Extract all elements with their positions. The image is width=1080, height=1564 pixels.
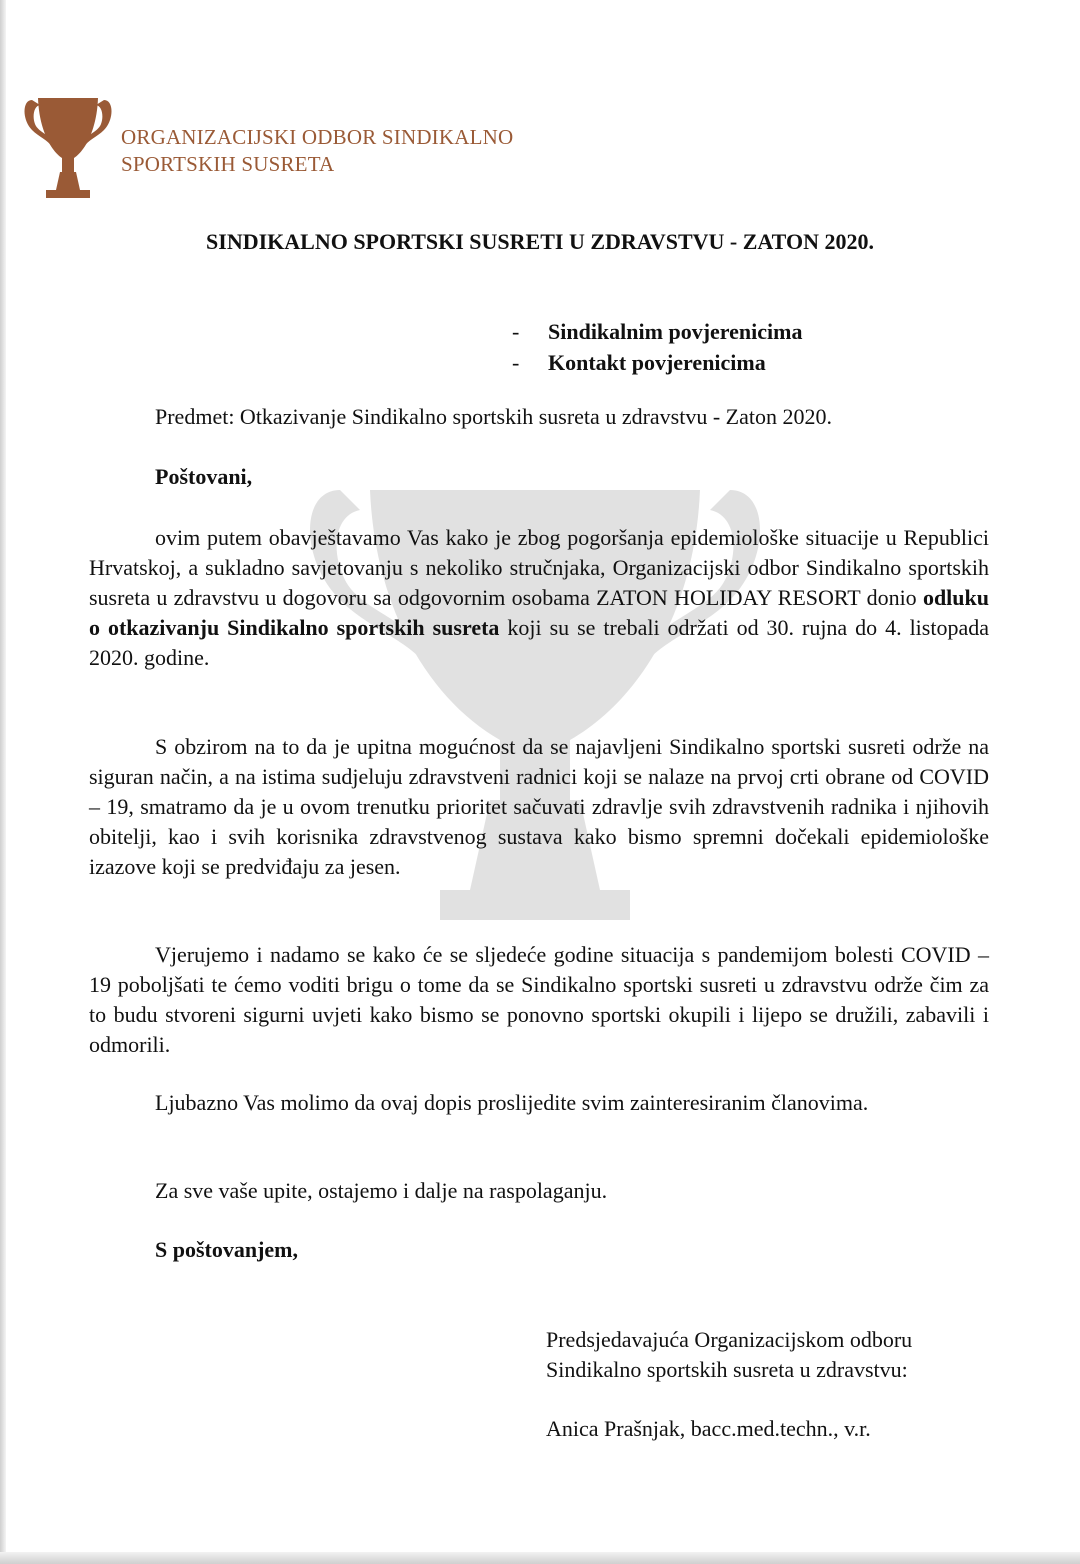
body-paragraph-1 [89, 523, 989, 673]
recipient-item [512, 347, 802, 378]
paragraph-text: ovim putem obavještavamo Vas kako je zbog pogoršanja epidemiološke situacije u Republici Hrvatskoj, a sukladno savjetovanju s nekoliko stručnjaka, Organizacijski odbor Sindikalno sportskih susreta u zdravstvu u dogovoru sa odgovornim osobama ZATON HOLIDAY RESORT donio [89, 525, 989, 610]
recipient-item [512, 316, 802, 347]
signature-role-line1: Predsjedavajuća Organizacijskom odboru [546, 1327, 913, 1352]
trophy-cup-icon [24, 92, 112, 202]
recipients-list [512, 316, 802, 378]
greeting: Poštovani, [155, 464, 253, 489]
organization-name-line1: ORGANIZACIJSKI ODBOR SINDIKALNO [121, 125, 514, 149]
body-paragraph-3: Vjerujemo i nadamo se kako će se sljedeće godine situacija s pandemijom bolesti COVID – 19 poboljšati te ćemo voditi brigu o tome da se Sindikalno sportski susreti u zdravstvu održe čim za to budu stvoreni sigurni uvjeti kako bismo se ponovno sportski okupili i lijepo se družili, zabavili i odmorili. [89, 942, 989, 1057]
body-paragraph-2: S obzirom na to da je upitna mogućnost da se najavljeni Sindikalno sportski susreti održe na siguran način, a na istima sudjeluju zdravstveni radnici koji se nalaze na prvoj crti obrane od COVID – 19, smatramo da je u ovom trenutku prioritet sačuvati zdravlje svih zdravstvenih radnika i njihovih obitelji, kao i svih korisnika zdravstvenog sustava kako bismo spremni dočekali epidemiološke izazove koji se predviđaju za jesen. [89, 734, 989, 879]
document-title: SINDIKALNO SPORTSKI SUSRETI U ZDRAVSTVU - ZATON 2020. [206, 229, 874, 254]
recipient-label: Kontakt povjerenicima [548, 350, 766, 375]
paragraph-text: koji su se trebali održati od 30. rujna do 4. listopada 2020. godine. [89, 615, 989, 670]
body-paragraph-5: Za sve vaše upite, ostajemo i dalje na raspolaganju. [155, 1178, 608, 1203]
signature-role-line2: Sindikalno sportskih susreta u zdravstvu: [546, 1357, 908, 1382]
organization-name-line2: SPORTSKIH SUSRETA [121, 152, 335, 176]
organization-name [121, 124, 513, 178]
signature-name: Anica Prašnjak, bacc.med.techn., v.r. [546, 1416, 871, 1441]
signature-block [546, 1325, 912, 1444]
list-dash: - [512, 319, 520, 344]
subject-line: Predmet: Otkazivanje Sindikalno sportskih susreta u zdravstvu - Zaton 2020. [155, 404, 832, 429]
recipient-label: Sindikalnim povjerenicima [548, 319, 803, 344]
page-bottom-edge [0, 1552, 1080, 1564]
list-dash: - [512, 350, 520, 375]
body-paragraph-4: Ljubazno Vas molimo da ovaj dopis proslijedite svim zainteresiranim članovima. [155, 1090, 869, 1115]
closing-salutation: S poštovanjem, [155, 1237, 299, 1262]
paragraph-bold-text: odluku o otkazivanju Sindikalno sportskih susreta [89, 585, 989, 640]
